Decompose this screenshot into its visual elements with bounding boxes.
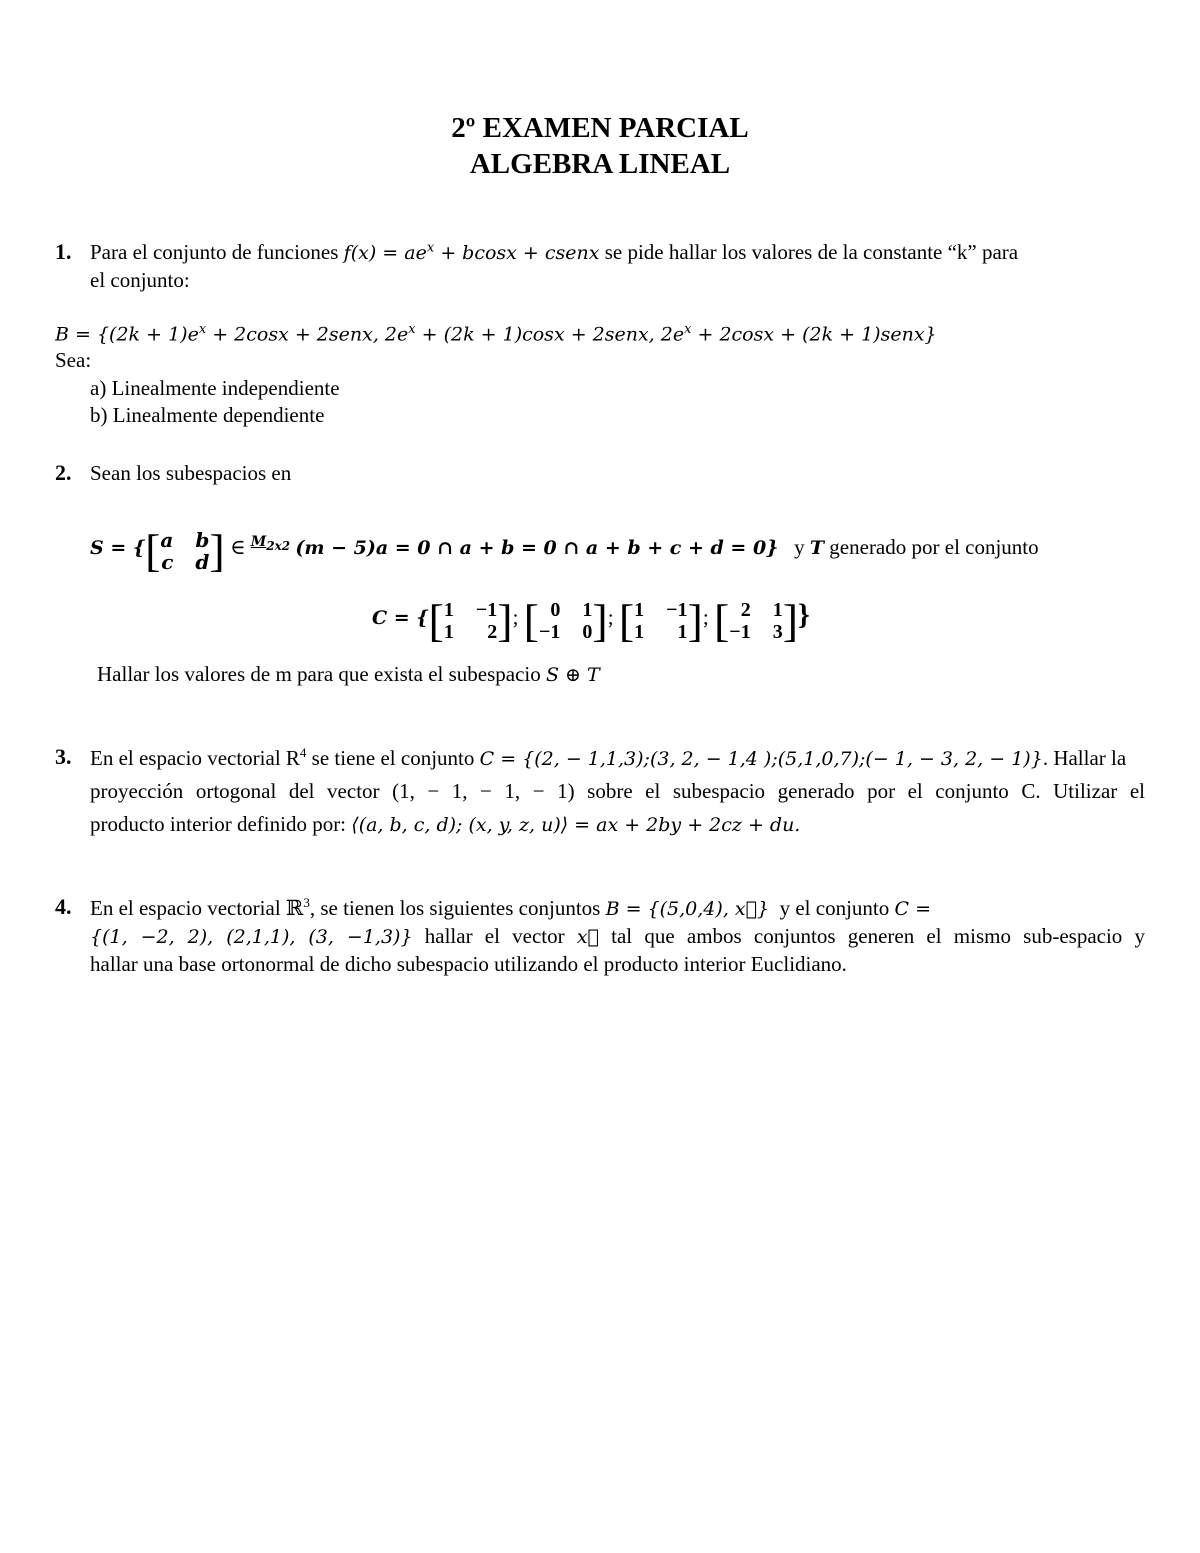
q4-c-lhs: C =: [894, 898, 932, 920]
q3-line3-a: producto interior definido por:: [90, 812, 347, 836]
q1-text-c: el conjunto:: [90, 268, 190, 292]
q2-find-expr: S ⊕ T: [546, 664, 600, 686]
q1-formula-f: $f(x) = ae^x + bcosx$ + csenx: [343, 240, 600, 264]
q4-line2: [90, 924, 1145, 949]
q1-text-a: Para el conjunto de funciones: [90, 240, 339, 264]
q4-line1-c: y el conjunto: [779, 896, 890, 920]
q3-line2: [90, 779, 1145, 804]
q2-c-matrix-4: [ 2 1 −1 3 ]: [713, 595, 799, 647]
q2-and: y: [794, 535, 805, 559]
q2-s-space: M2x2: [250, 534, 291, 553]
q4-set-c: {(1, −2, 2), (2,1,1), (3, −1,3)}: [90, 926, 413, 948]
q4-line1-a: En el espacio vectorial ℝ: [90, 896, 304, 920]
q3-inner-product: ⟨(a, b, c, d); (x, y, z, u)⟩ = ax + 2by + 2cz + du.: [351, 814, 801, 836]
q4-line3: hallar una base ortonormal de dicho subespacio utilizando el producto interior Euclidiano.: [90, 952, 847, 976]
q2-c-matrix-3: [ 1 −1 1 1 ]: [618, 595, 703, 647]
q2-s-condition: (m − 5)a = 0 ∩ a + b = 0 ∩ a + b + c + d = 0}: [295, 537, 779, 559]
q3-set-c: C = {(2, − 1,1,3);(3, 2, − 1,4 );(5,1,0,7);(− 1, − 3, 2, − 1)}: [479, 748, 1043, 770]
q3-line1-a: En el espacio vectorial R: [90, 746, 300, 770]
q1-set-b: $B = \{(2k + 1)e^x + 2\cos x$ + 2senx, $2e^x + (2k + 1)\cos x$ + 2senx, $2e^x + 2\cos x + (2k$ + 1)senx}: [55, 322, 937, 346]
q1-option-a: a) Linealmente independiente: [90, 376, 340, 400]
q2-t-name: T: [809, 537, 825, 559]
q2-find-text: Hallar los valores de m para que exista el subespacio: [97, 662, 541, 686]
q1-sea: Sea:: [55, 348, 92, 372]
q3-line1-b: se tiene el conjunto: [306, 746, 480, 770]
q2-set-c: C = {[ 1 −1 1 2 ]; [ 0 1 −1 0 ]; [ 1 −1 1 1 ]; [ 2 1 −1 3 ]}: [372, 587, 810, 643]
q3-vector: (1, − 1, − 1, − 1): [392, 779, 575, 803]
q3-line2-a: proyección ortogonal del vector: [90, 779, 380, 803]
q1-text-b: se pide hallar los valores de la constante “k” para: [604, 240, 1019, 264]
q3-line3: [90, 812, 800, 837]
q1-line1: [90, 240, 1145, 265]
q3-line1: [90, 745, 1145, 771]
q2-t-text: generado por el conjunto: [829, 535, 1039, 559]
q2-text: Sean los subespacios en: [90, 461, 292, 485]
exam-title-line1: 2º EXAMEN PARCIAL: [451, 112, 749, 144]
q2-c-lhs: C = {: [372, 607, 429, 629]
q4-vector-x: x⃗: [576, 926, 599, 948]
q2-s-matrix: [ a b c d ]: [145, 525, 225, 577]
q2-s-in: ∈: [229, 535, 246, 559]
q4-line1-b: , se tienen los siguientes conjuntos: [309, 896, 601, 920]
q3-line1-c: . Hallar la: [1042, 746, 1127, 770]
q4-set-b: B = {(5,0,4), x⃗}: [605, 898, 770, 920]
q4-line1: [90, 895, 1145, 921]
q2-find: [97, 662, 600, 687]
q3-line2-b: sobre el subespacio generado por el conjunto C. Utilizar el: [587, 779, 1145, 803]
q1-option-b: b) Linealmente dependiente: [90, 403, 325, 427]
q2-s-lhs: S = {: [90, 537, 146, 559]
q2-c-matrix-2: [ 0 1 −1 0 ]: [523, 595, 608, 647]
q2-c-matrix-1: [ 1 −1 1 2 ]: [428, 595, 513, 647]
q2-number: 2.: [55, 460, 72, 485]
q3-line1-sup: 4: [299, 745, 307, 760]
q4-number: 4.: [55, 894, 72, 919]
q1-number: 1.: [55, 239, 72, 264]
q4-line2-b: hallar el vector: [424, 924, 565, 948]
q3-number: 3.: [55, 744, 72, 769]
exam-title-line2: ALGEBRA LINEAL: [469, 148, 731, 180]
q2-set-s: [90, 516, 1039, 577]
q4-line1-sup: 3: [303, 895, 310, 910]
q4-line2-c: tal que ambos conjuntos generen el mismo sub-espacio y: [611, 924, 1145, 948]
